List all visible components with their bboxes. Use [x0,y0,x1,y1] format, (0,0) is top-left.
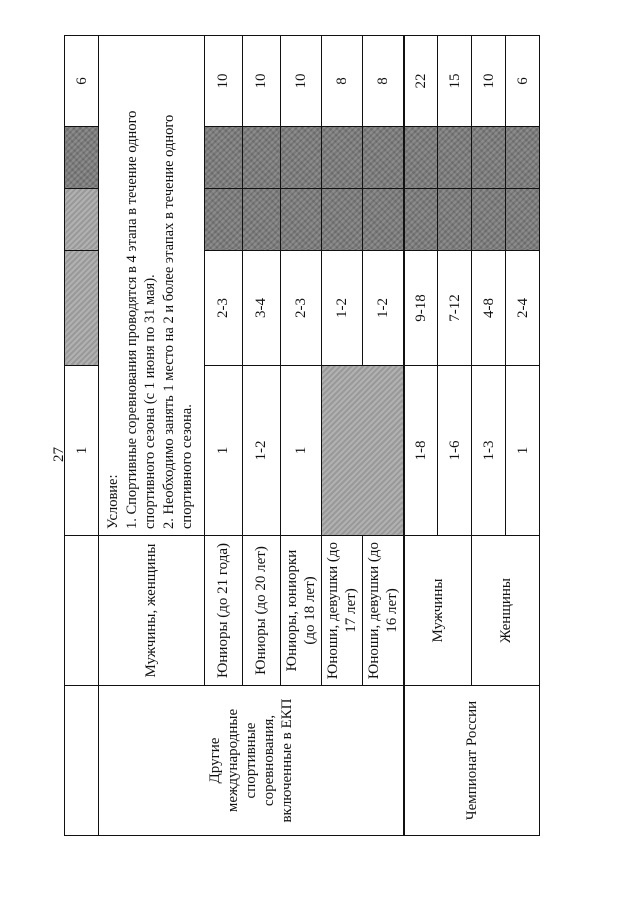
condition-item: 2. Необходимо занять 1 место на 2 и более этапах в течение одного спортивного сезона. [161,114,195,529]
shaded-cell [362,189,404,251]
cell-col-e: 8 [321,36,362,127]
cell-col-e: 10 [204,36,242,127]
shaded-cell [204,127,242,189]
cell-col-a: 1-6 [438,366,472,536]
shaded-cell [321,189,362,251]
competition-name: Чемпионат России [404,686,540,836]
cell-col-e: 10 [472,36,506,127]
table-row [99,36,205,836]
page-number: 27 [51,447,67,462]
cell-col-b: 9-18 [404,251,438,366]
cell-col-a: 1-3 [472,366,506,536]
shaded-cell [65,251,99,366]
gender-label: Мужчины [404,536,472,686]
gender-label: Женщины [472,536,540,686]
cell-col-b: 3-4 [242,251,280,366]
shaded-cell [438,189,472,251]
condition-item: 1. Спортивные соревнования проводятся в 4 этапа в течение одного спортивного сезона (с 1 июня по 31 мая). [124,110,158,529]
cell-col-b: 1-2 [362,251,404,366]
cell-col-b: 7-12 [438,251,472,366]
cell-col-e: 15 [438,36,472,127]
table-row [404,36,438,836]
cell-col-a: 1 [280,366,321,536]
shaded-cell [362,127,404,189]
shaded-cell [506,127,540,189]
shaded-cell [438,127,472,189]
gender-label: Мужчины, женщины [99,536,205,686]
cell-col-b: 2-3 [204,251,242,366]
age-group-label: Юноши, девушки (до 16 лет) [362,536,404,686]
shaded-cell [242,127,280,189]
ranking-table-sheet [64,36,531,836]
cell-col-a: 1-2 [242,366,280,536]
shaded-cell [472,127,506,189]
cell-col-e: 8 [362,36,404,127]
cell-col-e: 6 [506,36,540,127]
shaded-cell [404,189,438,251]
cell-col-e: 22 [404,36,438,127]
cell-col-a: 1 [506,366,540,536]
cell-col-e: 10 [242,36,280,127]
shaded-cell [65,189,99,251]
condition-note [99,36,205,536]
cell-col-b: 2-4 [506,251,540,366]
cell-col-a: 1-8 [404,366,438,536]
age-group-label: Юниоры (до 21 года) [204,536,242,686]
shaded-cell [506,189,540,251]
shaded-cell [321,366,404,536]
shaded-cell [204,189,242,251]
cell-col-b: 4-8 [472,251,506,366]
shaded-cell [242,189,280,251]
condition-title: Условие: [105,474,121,529]
cell-col-b: 1-2 [321,251,362,366]
competition-name: Другие международные спортивные соревнования, включенные в ЕКП [99,686,404,836]
shaded-cell [280,189,321,251]
age-group-label: Юноши, девушки (до 17 лет) [321,536,362,686]
ranking-table [64,35,540,836]
age-group-label: Юниоры (до 20 лет) [242,536,280,686]
cell-col-b: 2-3 [280,251,321,366]
shaded-cell [472,189,506,251]
cell-empty [65,686,99,836]
age-group-label: Юниоры, юниорки (до 18 лет) [280,536,321,686]
cell-col-e: 6 [65,36,99,127]
shaded-cell [65,127,99,189]
cell-col-e: 10 [280,36,321,127]
cell-col-a: 1 [65,366,99,536]
shaded-cell [280,127,321,189]
cell-empty [65,536,99,686]
shaded-cell [404,127,438,189]
cell-col-a: 1 [204,366,242,536]
shaded-cell [321,127,362,189]
table-row [65,36,99,836]
